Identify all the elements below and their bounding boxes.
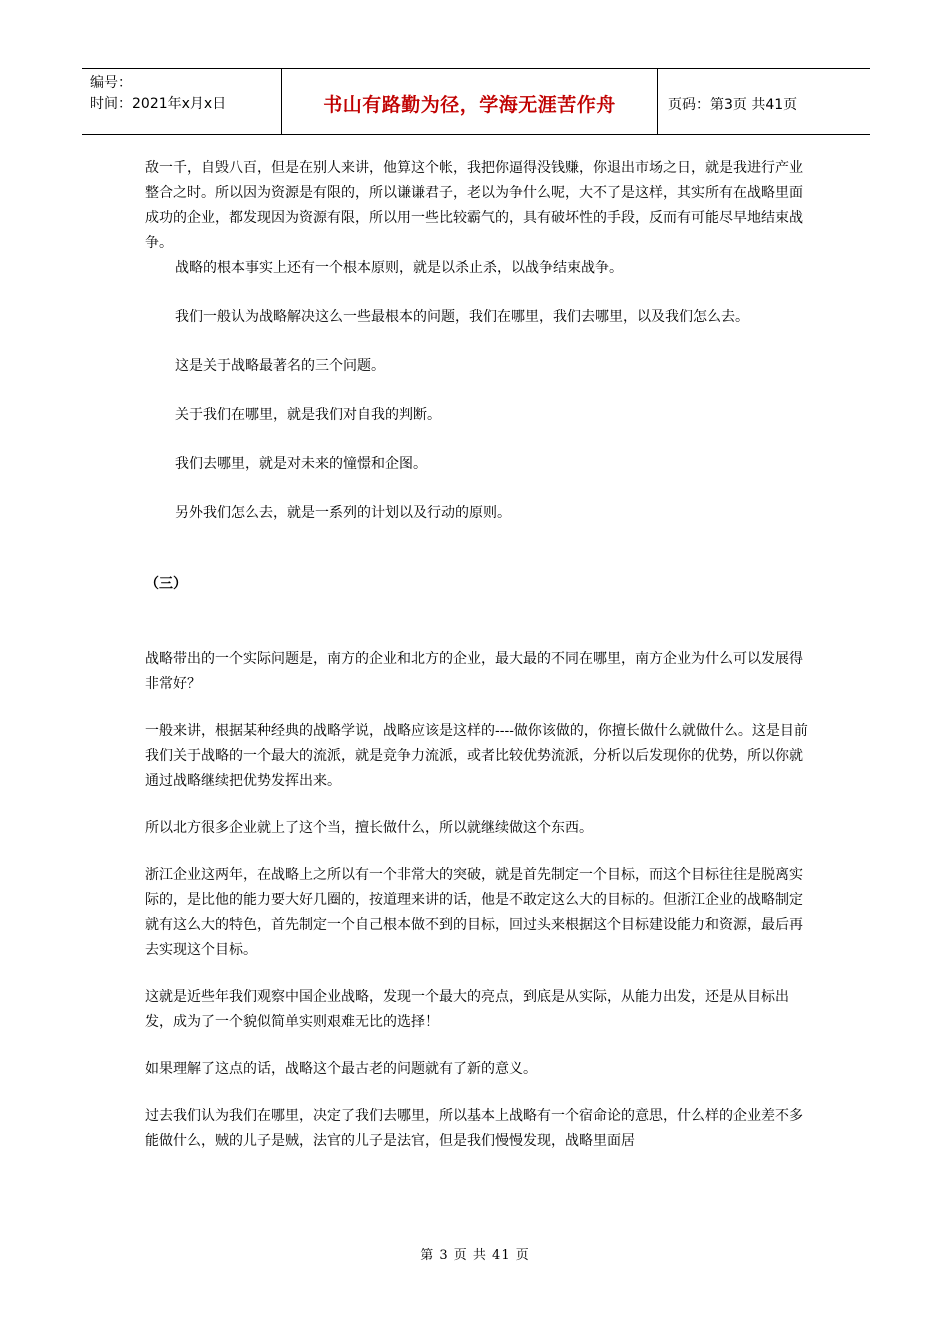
number-label: 编号： bbox=[90, 75, 132, 91]
paragraph: 另外我们怎么去，就是一系列的计划以及行动的原则。 bbox=[175, 505, 511, 521]
header-motto: 书山有路勤为径，学海无涯苦作舟 bbox=[282, 69, 658, 134]
paragraph: 我们去哪里，就是对未来的憧憬和企图。 bbox=[175, 456, 427, 472]
paragraph: 一般来讲，根据某种经典的战略学说，战略应该是这样的----做你该做的，你擅长做什么就做什么。这是目前我们关于战略的一个最大的流派，就是竞争力流派，或者比较优势流派，分析以后发现你的优势，所以你就通过战略继续把优势发挥出来。 bbox=[145, 723, 808, 789]
section-title: （三） bbox=[145, 576, 187, 592]
header-page-code: 页码：第3页 共41页 bbox=[668, 96, 798, 113]
paragraph: 这就是近些年我们观察中国企业战略，发现一个最大的亮点，到底是从实际，从能力出发，还是从目标出发，成为了一个貌似简单实则艰难无比的选择！ bbox=[145, 989, 789, 1030]
page-footer: 第 3 页 共 41 页 bbox=[420, 1248, 530, 1263]
time-label: 时间：2021年x月x日 bbox=[90, 96, 227, 112]
paragraph: 战略带出的一个实际问题是，南方的企业和北方的企业，最大最的不同在哪里，南方企业为什么可以发展得非常好？ bbox=[145, 651, 803, 692]
header-meta-cell bbox=[82, 69, 282, 134]
paragraph: 所以北方很多企业就上了这个当，擅长做什么，所以就继续做这个东西。 bbox=[145, 820, 593, 836]
paragraph: 浙江企业这两年，在战略上之所以有一个非常大的突破，就是首先制定一个目标，而这个目标往往是脱离实际的，是比他的能力要大好几圈的，按道理来讲的话，他是不敢定这么大的目标的。但浙江企业的战略制定就有这么大的特色，首先制定一个自己根本做不到的目标，回过头来根据这个目标建设能力和资源，最后再去实现这个目标。 bbox=[145, 867, 803, 958]
document-header bbox=[82, 68, 870, 135]
document-body bbox=[145, 156, 815, 1154]
paragraph: 这是关于战略最著名的三个问题。 bbox=[175, 358, 385, 374]
paragraph: 战略的根本事实上还有一个根本原则，就是以杀止杀，以战争结束战争。 bbox=[175, 260, 623, 276]
paragraph: 我们一般认为战略解决这么一些最根本的问题，我们在哪里，我们去哪里，以及我们怎么去。 bbox=[175, 309, 749, 325]
paragraph: 敌一千，自毁八百，但是在别人来讲，他算这个帐，我把你逼得没钱赚，你退出市场之日，就是我进行产业整合之时。所以因为资源是有限的，所以谦谦君子，老以为争什么呢，大不了是这样，其实所有在战略里面成功的企业，都发现因为资源有限，所以用一些比较霸气的，具有破坏性的手段，反而有可能尽早地结束战争。 bbox=[145, 160, 803, 251]
paragraph: 过去我们认为我们在哪里，决定了我们去哪里，所以基本上战略有一个宿命论的意思，什么样的企业差不多能做什么，贼的儿子是贼，法官的儿子是法官，但是我们慢慢发现，战略里面居 bbox=[145, 1108, 803, 1149]
paragraph: 如果理解了这点的话，战略这个最古老的问题就有了新的意义。 bbox=[145, 1061, 537, 1077]
paragraph: 关于我们在哪里，就是我们对自我的判断。 bbox=[175, 407, 441, 423]
